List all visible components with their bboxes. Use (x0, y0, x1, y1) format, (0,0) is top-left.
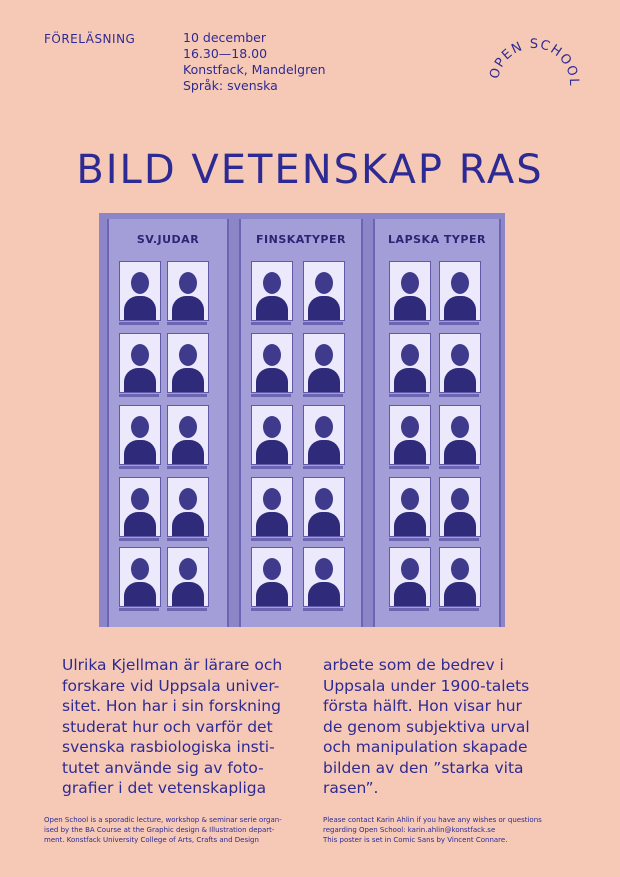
portrait-photo (439, 405, 481, 465)
body-line: Uppsala under 1900-talets (323, 676, 530, 695)
logo-text: OPEN SCHOOL (487, 36, 582, 88)
portrait-caption (303, 394, 343, 397)
portrait-photo (167, 547, 209, 607)
portrait-photo (389, 261, 431, 321)
portrait-photo (439, 547, 481, 607)
portrait-head (131, 558, 149, 580)
portrait-caption (167, 322, 207, 325)
portrait-photo (167, 333, 209, 393)
portrait-body (308, 582, 340, 607)
portrait-caption (439, 394, 479, 397)
portrait-photo (303, 333, 345, 393)
archive-photo (99, 213, 505, 627)
portrait-photo (389, 333, 431, 393)
portrait-body (444, 582, 476, 607)
portrait-head (263, 558, 281, 580)
poster-title: BILD VETENSKAP RAS (76, 147, 544, 193)
portrait-caption (119, 322, 159, 325)
portrait-caption (303, 538, 343, 541)
portrait-caption (119, 538, 159, 541)
portrait-body (172, 296, 204, 321)
portrait-body (124, 296, 156, 321)
portrait-photo (439, 333, 481, 393)
body-line: bilden av den ”starka vita (323, 758, 524, 777)
footer-line: ised by the BA Course at the Graphic design & Illustration depart- (44, 826, 275, 834)
portrait-head (179, 416, 197, 438)
portrait-photo (119, 547, 161, 607)
board-title: FINSKATYPER (256, 233, 346, 246)
portrait-head (451, 558, 469, 580)
body-line: tutet använde sig av foto- (62, 758, 264, 777)
footer-line: ment. Konstfack University College of Arts, Crafts and Design (44, 836, 259, 844)
portrait-head (179, 272, 197, 294)
portrait-photo (439, 261, 481, 321)
portrait-caption (439, 466, 479, 469)
body-line: första hälft. Hon visar hur (323, 697, 522, 715)
portrait-photo (167, 405, 209, 465)
footer-line: This poster is set in Comic Sans by Vincent Connare. (323, 836, 508, 844)
portrait-caption (119, 394, 159, 397)
portrait-body (308, 296, 340, 321)
portrait-head (451, 344, 469, 366)
event-venue: Konstfack, Mandelgren (183, 62, 326, 77)
portrait-photo (251, 261, 293, 321)
portrait-head (263, 416, 281, 438)
portrait-body (308, 512, 340, 537)
portrait-caption (251, 608, 291, 611)
portrait-caption (439, 538, 479, 541)
portrait-body (444, 368, 476, 393)
body-line: rasen”. (323, 779, 379, 797)
portrait-head (401, 344, 419, 366)
portrait-body (308, 440, 340, 465)
portrait-body (256, 512, 288, 537)
portrait-caption (389, 608, 429, 611)
portrait-body (394, 296, 426, 321)
portrait-caption (251, 322, 291, 325)
portrait-caption (389, 466, 429, 469)
body-line: sitet. Hon har i sin forskning (62, 697, 281, 715)
portrait-body (172, 582, 204, 607)
portrait-head (315, 272, 333, 294)
portrait-caption (119, 608, 159, 611)
portrait-caption (389, 322, 429, 325)
portrait-body (444, 440, 476, 465)
portrait-head (451, 272, 469, 294)
portrait-head (315, 488, 333, 510)
portrait-head (451, 416, 469, 438)
portrait-photo (389, 405, 431, 465)
portrait-head (179, 344, 197, 366)
portrait-photo (439, 477, 481, 537)
portrait-caption (251, 466, 291, 469)
portrait-photo (167, 477, 209, 537)
portrait-photo (303, 547, 345, 607)
portrait-photo (119, 405, 161, 465)
portrait-body (394, 512, 426, 537)
portrait-photo (303, 261, 345, 321)
portrait-head (315, 558, 333, 580)
portrait-caption (167, 394, 207, 397)
body-line: arbete som de bedrev i (323, 656, 504, 674)
body-line: de genom subjektiva urval (323, 717, 530, 736)
portrait-photo (119, 333, 161, 393)
portrait-head (401, 416, 419, 438)
event-date: 10 december (183, 30, 267, 45)
portrait-photo (251, 547, 293, 607)
portrait-caption (303, 608, 343, 611)
portrait-caption (389, 538, 429, 541)
body-line: grafier i det vetenskapliga (62, 779, 267, 797)
portrait-body (172, 440, 204, 465)
portrait-photo (389, 477, 431, 537)
portrait-photo (251, 405, 293, 465)
footer-about (44, 815, 282, 845)
portrait-body (444, 512, 476, 537)
portrait-caption (119, 466, 159, 469)
svg-text:OPEN SCHOOL (487, 37, 581, 87)
portrait-head (451, 488, 469, 510)
portrait-head (263, 344, 281, 366)
portrait-body (444, 296, 476, 321)
event-details (183, 30, 326, 94)
portrait-body (308, 368, 340, 393)
portrait-head (179, 488, 197, 510)
portrait-caption (303, 322, 343, 325)
portrait-body (394, 582, 426, 607)
portrait-body (124, 440, 156, 465)
portrait-head (179, 558, 197, 580)
portrait-photo (119, 477, 161, 537)
portrait-caption (439, 322, 479, 325)
portrait-head (131, 272, 149, 294)
footer-contact (323, 815, 542, 845)
portrait-body (394, 440, 426, 465)
portrait-photo (303, 477, 345, 537)
portrait-body (124, 368, 156, 393)
portrait-body (256, 440, 288, 465)
portrait-head (131, 416, 149, 438)
body-column-left (62, 655, 282, 799)
event-time: 16.30—18.00 (183, 46, 268, 61)
footer-line: Please contact Karin Ahlin if you have any wishes or questions (323, 816, 542, 824)
portrait-caption (167, 538, 207, 541)
footer-line: regarding Open School: karin.ahlin@konstfack.se (323, 826, 496, 834)
portrait-head (401, 558, 419, 580)
body-line: svenska rasbiologiska insti- (62, 738, 275, 756)
portrait-photo (251, 333, 293, 393)
portrait-photo (167, 261, 209, 321)
portrait-head (401, 272, 419, 294)
open-school-logo (478, 22, 588, 102)
body-line: Ulrika Kjellman är lärare och (62, 656, 283, 674)
portrait-body (394, 368, 426, 393)
portrait-head (131, 488, 149, 510)
footer-line: Open School is a sporadic lecture, workshop & seminar serie organ- (44, 816, 282, 824)
portrait-caption (439, 608, 479, 611)
portrait-photo (303, 405, 345, 465)
portrait-caption (167, 466, 207, 469)
body-line: forskare vid Uppsala univer- (62, 676, 280, 695)
portrait-head (263, 488, 281, 510)
event-language: Språk: svenska (183, 78, 278, 93)
body-column-right (323, 655, 530, 799)
portrait-photo (389, 547, 431, 607)
portrait-caption (303, 466, 343, 469)
portrait-head (315, 416, 333, 438)
event-type-label: FÖRELÄSNING (44, 32, 136, 46)
portrait-body (256, 368, 288, 393)
portrait-body (256, 582, 288, 607)
portrait-body (124, 582, 156, 607)
portrait-caption (251, 538, 291, 541)
portrait-photo (251, 477, 293, 537)
portrait-head (263, 272, 281, 294)
board-title: LAPSKA TYPER (388, 233, 486, 246)
portrait-photo (119, 261, 161, 321)
portrait-body (172, 512, 204, 537)
portrait-head (401, 488, 419, 510)
portrait-caption (389, 394, 429, 397)
portrait-caption (251, 394, 291, 397)
portrait-head (131, 344, 149, 366)
body-line: studerat hur och varför det (62, 717, 273, 736)
body-line: och manipulation skapade (323, 738, 528, 756)
portrait-body (124, 512, 156, 537)
portrait-body (172, 368, 204, 393)
portrait-caption (167, 608, 207, 611)
portrait-head (315, 344, 333, 366)
board-title: SV.JUDAR (136, 233, 200, 246)
portrait-body (256, 296, 288, 321)
